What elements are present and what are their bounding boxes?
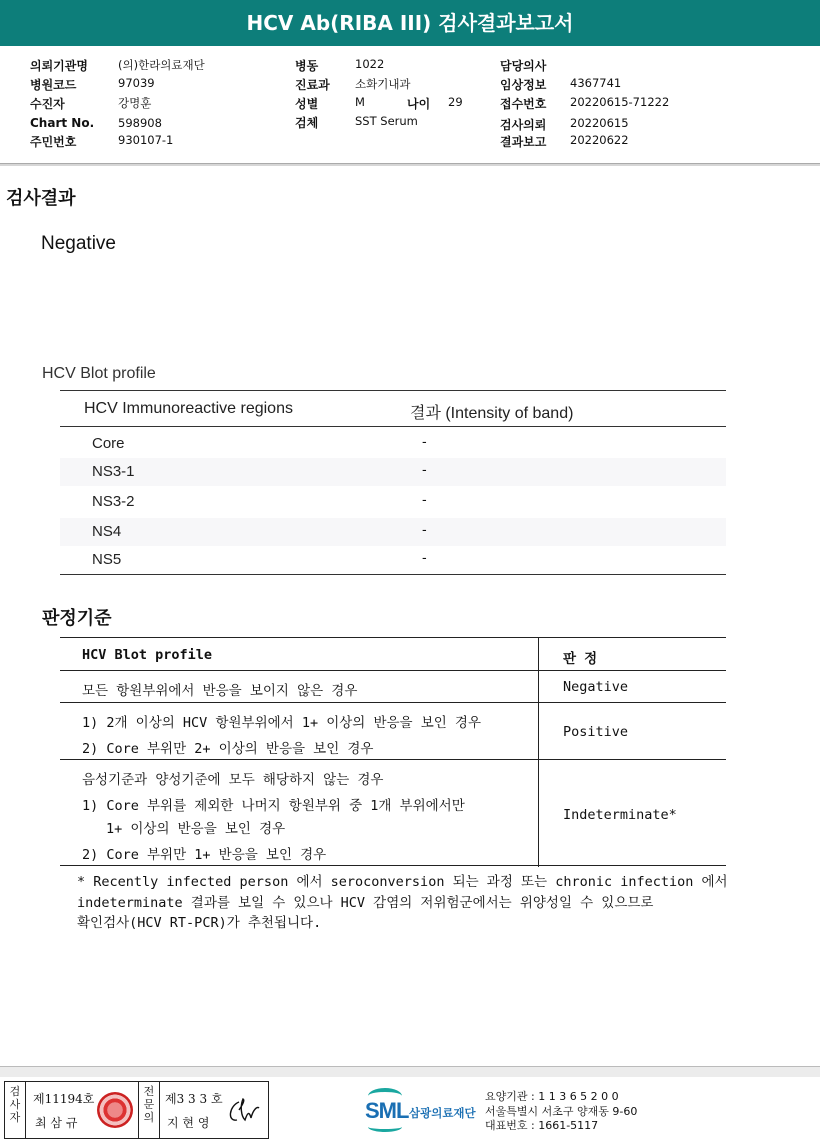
label-result-report: 결과보고	[500, 135, 547, 149]
criteria-negative-verdict: Negative	[563, 679, 629, 695]
blot-profile-title: HCV Blot profile	[42, 365, 156, 382]
table-row	[60, 430, 726, 458]
criteria-indeterminate-line3: 1+ 이상의 반응을 보인 경우	[106, 821, 286, 837]
region-name: Core	[92, 435, 125, 452]
criteria-heading: 판정기준	[42, 608, 112, 629]
logo-org-name: 삼광의료재단	[409, 1106, 476, 1120]
org-phone: 대표번호 : 1661-5117	[485, 1119, 599, 1132]
criteria-header-verdict: 판 정	[563, 651, 598, 667]
footnote	[77, 872, 757, 934]
logo-mark: SML	[365, 1098, 409, 1123]
org-contact-info	[485, 1090, 637, 1134]
column-header-intensity: 결과 (Intensity of band)	[410, 405, 574, 422]
sml-logo	[365, 1088, 495, 1132]
box-separator	[138, 1082, 139, 1138]
box-separator	[159, 1082, 160, 1138]
official-seal-icon	[97, 1092, 133, 1128]
value-specimen: SST Serum	[355, 114, 418, 128]
label-age: 나이	[407, 97, 431, 111]
criteria-positive-verdict: Positive	[563, 724, 629, 740]
label-ward: 병동	[295, 59, 319, 73]
label-clinical-info: 임상정보	[500, 78, 547, 92]
value-sex: M	[355, 95, 365, 109]
value-result-report: 20220622	[570, 133, 629, 147]
box-separator	[25, 1082, 26, 1138]
criteria-row-rule	[60, 702, 726, 703]
org-code: 요양기관 : 1 1 3 6 5 2 0 0	[485, 1090, 619, 1103]
label-test-request: 검사의뢰	[500, 118, 547, 132]
region-name: NS4	[92, 523, 122, 540]
examiner-name: 최 삼 규	[35, 1116, 78, 1130]
test-result-heading: 검사결과	[6, 188, 76, 209]
value-test-request: 20220615	[570, 116, 629, 130]
label-requesting-institution: 의뢰기관명	[30, 59, 88, 73]
label-hospital-code: 병원코드	[30, 78, 77, 92]
patient-info-block	[0, 54, 820, 162]
value-clinical-info: 4367741	[570, 76, 622, 90]
criteria-positive-line2: 2) Core 부위만 2+ 이상의 반응을 보인 경우	[82, 741, 374, 757]
criteria-column-divider	[538, 638, 539, 867]
region-result: -	[422, 521, 427, 537]
table-row	[60, 518, 726, 546]
table-top-rule	[60, 390, 726, 391]
header-divider	[0, 163, 820, 166]
table-row	[60, 488, 726, 516]
region-name: NS3-2	[92, 493, 135, 510]
logo-arc-bottom	[368, 1122, 402, 1132]
label-specimen: 검체	[295, 116, 319, 130]
specialist-license: 제3 3 3 호	[165, 1092, 223, 1106]
label-sex: 성별	[295, 97, 319, 111]
footer-divider	[0, 1066, 820, 1077]
value-chart-no: 598908	[118, 116, 162, 130]
region-result: -	[422, 433, 427, 449]
criteria-indeterminate-line2: 1) Core 부위를 제외한 나머지 항원부위 중 1개 부위에서만	[82, 798, 465, 814]
criteria-indeterminate-verdict: Indeterminate*	[563, 807, 677, 823]
value-age: 29	[448, 95, 463, 109]
label-receipt-no: 접수번호	[500, 97, 547, 111]
label-chart-no: Chart No.	[30, 116, 95, 130]
examiner-vertical-label	[6, 1085, 24, 1124]
region-name: NS3-1	[92, 463, 135, 480]
column-header-region: HCV Immunoreactive regions	[84, 400, 293, 417]
value-requesting-institution: (의)한라의료재단	[118, 58, 205, 72]
criteria-positive-line1: 1) 2개 이상의 HCV 항원부위에서 1+ 이상의 반응을 보인 경우	[82, 715, 481, 731]
label-resident-no: 주민번호	[30, 135, 77, 149]
signature-icon	[225, 1096, 261, 1126]
signature-box	[4, 1081, 269, 1139]
footnote-line1: * Recently infected person 에서 seroconversion 되는 과정 또는 chronic infection 에서	[77, 874, 728, 890]
region-name: NS5	[92, 551, 122, 568]
criteria-header-rule	[60, 670, 726, 671]
criteria-row-rule	[60, 759, 726, 760]
specialist-vertical-label	[140, 1085, 158, 1124]
specialist-label: 전문의	[143, 1085, 155, 1124]
overall-result: Negative	[41, 233, 116, 254]
region-result: -	[422, 461, 427, 477]
table-row	[60, 546, 726, 574]
examiner-license: 제11194호	[33, 1092, 95, 1106]
label-patient-name: 수진자	[30, 97, 65, 111]
table-bottom-rule	[60, 574, 726, 575]
value-receipt-no: 20220615-71222	[570, 95, 670, 109]
criteria-header-profile: HCV Blot profile	[82, 647, 213, 663]
region-result: -	[422, 549, 427, 565]
org-address: 서울특별시 서초구 양재동 9-60	[485, 1104, 638, 1118]
criteria-table	[60, 637, 726, 866]
specialist-name: 지 현 영	[167, 1116, 210, 1130]
table-row	[60, 458, 726, 486]
report-title: HCV Ab(RIBA III) 검사결과보고서	[0, 0, 820, 46]
label-physician: 담당의사	[500, 59, 547, 73]
table-header-rule	[60, 426, 726, 427]
criteria-indeterminate-line4: 2) Core 부위만 1+ 반응을 보인 경우	[82, 847, 327, 863]
label-department: 진료과	[295, 78, 330, 92]
value-ward: 1022	[355, 57, 385, 71]
value-hospital-code: 97039	[118, 76, 155, 90]
criteria-negative-text: 모든 항원부위에서 반응을 보이지 않은 경우	[82, 683, 358, 699]
footnote-line2: indeterminate 결과를 보일 수 있으나 HCV 감염의 저위험군에서는 위양성일 수 있으므로	[77, 894, 654, 911]
footnote-line3: 확인검사(HCV RT-PCR)가 추천됩니다.	[77, 915, 322, 931]
examiner-label: 검사자	[9, 1085, 21, 1124]
criteria-indeterminate-line1: 음성기준과 양성기준에 모두 해당하지 않는 경우	[82, 772, 384, 788]
value-patient-name: 강명훈	[118, 96, 152, 110]
value-department: 소화기내과	[355, 77, 411, 91]
region-result: -	[422, 491, 427, 507]
value-resident-no: 930107-1	[118, 133, 174, 147]
